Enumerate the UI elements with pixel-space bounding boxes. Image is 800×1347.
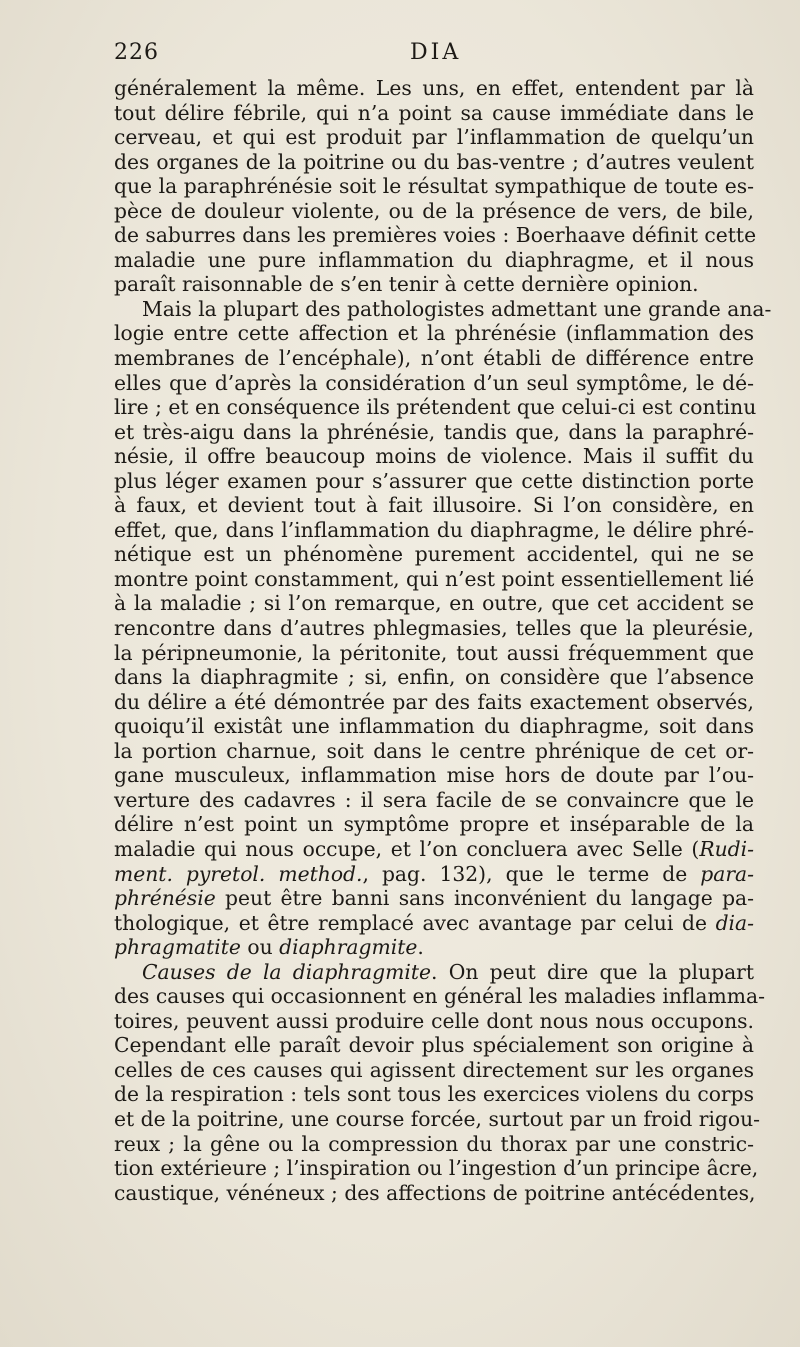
text-run: ou [240,935,280,960]
text-run: logie entre cette affection et la phrénésie (inflammation des [114,321,754,346]
text-line [114,935,754,960]
text-run: , pag. 132), que le terme de [362,861,701,886]
text-run: généralement la même. Les uns, en effet, entendent par là [114,76,754,100]
page-number: 226 [114,40,159,65]
italic-text: diaphragmite [279,935,418,960]
text-run: et très-aigu dans la phrénésie, tandis que, dans la paraphré- [114,419,754,444]
text-run: que la paraphrénésie soit le résultat sympathique de toute es- [114,174,754,199]
text-line [114,812,754,837]
text-line [114,1156,759,1181]
text-run: nétique est un phénomène purement accidentel, qui ne se [114,542,754,567]
paragraph [114,959,765,1205]
text-line [114,1106,761,1132]
italic-text: para- [700,861,754,886]
text-line [114,272,754,297]
italic-text: phrénésie [114,886,216,911]
text-run: . On peut dire que la plupart [431,959,755,984]
text-line [114,346,754,371]
text-line [114,984,765,1009]
text-run: maladie une pure inflammation du diaphragme, et il nous [114,247,754,272]
text-line [114,960,754,985]
text-line [114,296,772,322]
text-run: Mais la plupart des pathologistes admettant une grande ana- [142,296,772,321]
text-run: délire n’est point un symptôme propre et inséparable de la [114,812,754,837]
text-line [114,591,754,616]
text-line [114,837,754,862]
text-run: quoiqu’il existât une inflammation du diaphragme, soit dans [114,714,754,739]
text-line [114,371,754,396]
text-line [114,788,754,813]
italic-text: ment. pyretol. method. [114,861,363,886]
text-run: rencontre dans d’autres phlegmasies, telles que la pleurésie, [114,616,754,641]
text-line [114,150,754,175]
italic-text: Causes de la diaphragmite [142,959,432,984]
text-line [114,493,754,518]
text-line [114,444,754,469]
text-run: peut être banni sans inconvénient du langage pa- [215,886,754,911]
running-head: DIA [410,40,462,65]
text-line [114,1033,754,1058]
text-line [114,542,754,567]
text-run: montre point constamment, qui n’est point essentiellement lié [114,566,755,591]
text-line [114,911,754,936]
text-run: des causes qui occasionnent en général les maladies inflamma- [114,984,765,1009]
text-run: la portion charnue, soit dans le centre phrénique de cet or- [114,738,754,763]
text-run: lire ; et en conséquence ils prétendent que celui-ci est continu [114,395,757,420]
text-line [114,690,754,715]
text-line [114,641,754,666]
text-run: celles de ces causes qui agissent directement sur les organes [114,1057,754,1082]
text-line [114,567,754,592]
text-run: tout délire fébrile, qui n’a point sa cause immédiate dans le [114,100,754,125]
page-header [114,40,754,76]
text-line [114,395,757,420]
text-run: de saburres dans les premières voies : Boerhaave définit cette [114,223,757,248]
text-run: thologique, et être remplacé avec avantage par celui de [114,910,716,935]
text-line [114,518,754,543]
italic-text: dia- [715,910,754,935]
italic-text: Rudi- [699,836,754,861]
text-line [114,862,754,887]
text-run: des organes de la poitrine ou du bas-ventre ; d’autres veulent [114,149,754,174]
text-run: membranes de l’encéphale), n’ont établi de différence entre [114,346,754,371]
text-run: . [417,935,424,960]
text-run: la péripneumonie, la péritonite, tout aussi fréquemment que [114,640,754,665]
text-line [114,1181,754,1206]
text-run: de la respiration : tels sont tous les exercices violens du corps [114,1082,754,1107]
paragraph [114,296,772,960]
text-line [114,665,754,690]
text-line [114,1132,754,1157]
text-run: nésie, il offre beaucoup moins de violence. Mais il suffit du [114,444,754,469]
text-run: paraît raisonnable de s’en tenir à cette dernière opinion. [114,272,699,297]
text-line [114,886,754,911]
text-run: dans la diaphragmite ; si, enfin, on considère que l’absence [114,665,754,690]
text-line [114,199,754,224]
text-line [114,616,754,641]
text-run: elles que d’après la considération d’un seul symptôme, le dé- [114,370,754,395]
text-run: caustique, vénéneux ; des affections de poitrine antécédentes, [114,1180,756,1205]
text-line [114,101,754,126]
text-run: reux ; la gêne ou la compression du thorax par une constric- [114,1131,754,1156]
paragraph [114,76,757,297]
text-run: du délire a été démontrée par des faits exactement observés, [114,689,754,714]
text-line [114,125,754,150]
text-run: et de la poitrine, une course forcée, surtout par un froid rigou- [114,1106,761,1131]
text-run: pèce de douleur violente, ou de la présence de vers, de bile, [114,198,754,223]
text-line [114,248,754,273]
text-run: cerveau, et qui est produit par l’inflammation de quelqu’un [114,125,754,150]
text-run: toires, peuvent aussi produire celle dont nous nous occupons. [114,1008,754,1033]
body-text [114,76,772,1205]
text-run: maladie qui nous occupe, et l’on concluera avec Selle ( [114,836,700,861]
text-run: à faux, et devient tout à fait illusoire. Si l’on considère, en [114,493,754,518]
text-line [114,321,754,346]
text-run: gane musculeux, inflammation mise hors de doute par l’ou- [114,763,754,788]
text-line [114,739,754,764]
text-line [114,714,754,739]
text-line [114,1082,754,1107]
text-line [114,1058,754,1083]
text-run: Cependant elle paraît devoir plus spécialement son origine à [114,1033,754,1058]
text-line [114,223,757,248]
text-run: à la maladie ; si l’on remarque, en outre, que cet accident se [114,591,754,616]
text-line [114,76,754,101]
text-run: verture des cadavres : il sera facile de se convaincre que le [114,787,754,812]
text-line [114,174,754,199]
italic-text: phragmatite [114,935,241,960]
text-run: plus léger examen pour s’assurer que cette distinction porte [114,468,754,493]
text-run: effet, que, dans l’inflammation du diaphragme, le délire phré- [114,517,754,542]
text-line [114,420,754,445]
text-line [114,1009,754,1034]
text-run: tion extérieure ; l’inspiration ou l’ingestion d’un principe âcre, [114,1156,759,1181]
text-line [114,763,754,788]
text-line [114,469,754,494]
